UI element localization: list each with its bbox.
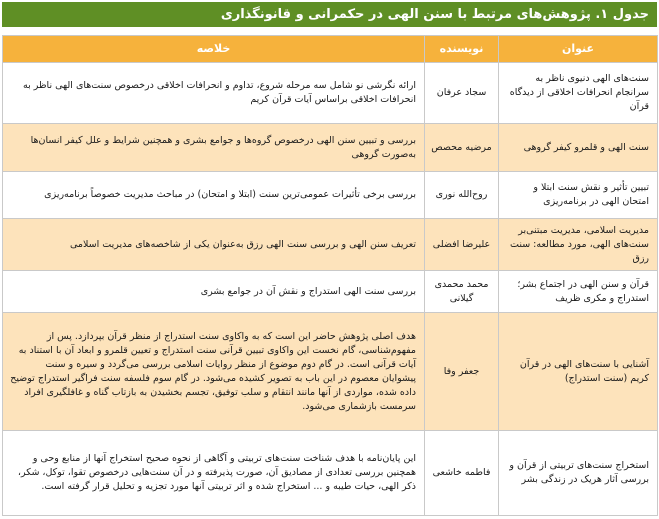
table-row — [3, 271, 658, 313]
cell-author: فاطمه خاشعی — [425, 431, 499, 516]
cell-summary: این پایان‌نامه با هدف شناخت سنت‌های تربیتی و آگاهی از نحوه صحیح استخراج آنها از منابع وحی و همچنین بررسی تعدادی از مصادیق آن، صورت پذیرفته و در آن سنت‌هایی درخصوص تقوا، توکل، شکر، ذکر الهی، حیات طیبه و ... استخراج شده و اثر تربیتی آنها مورد تجزیه و تحلیل قرار گرفته است. — [3, 431, 425, 516]
table-row — [3, 431, 658, 516]
cell-summary: بررسی سنت الهی استدراج و نقش آن در جوامع بشری — [3, 271, 425, 313]
header-author: نویسنده — [425, 36, 499, 63]
cell-author: مرضیه محصص — [425, 124, 499, 172]
cell-topic: سنت‌های الهی دنیوی ناظر به سرانجام انحرافات اخلاقی از دیدگاه قرآن — [499, 63, 658, 124]
cell-topic: سنت الهی و قلمرو کیفر گروهی — [499, 124, 658, 172]
table-row — [3, 172, 658, 219]
cell-author: سجاد عرفان — [425, 63, 499, 124]
cell-topic: استخراج سنت‌های تربیتی از قرآن و بررسی آثار هریک در زندگی بشر — [499, 431, 658, 516]
cell-topic: تبیین تأثیر و نقش سنت ابتلا و امتحان الهی در برنامه‌ریزی — [499, 172, 658, 219]
table-row — [3, 313, 658, 431]
cell-topic: مدیریت اسلامی، مدیریت مبتنی‌بر سنت‌های الهی، مورد مطالعه: سنت رزق — [499, 219, 658, 271]
cell-author: روح‌الله نوری — [425, 172, 499, 219]
cell-author: علیرضا افضلی — [425, 219, 499, 271]
table-row — [3, 63, 658, 124]
header-summary: خلاصه — [3, 36, 425, 63]
table-row — [3, 124, 658, 172]
cell-summary: بررسی و تبیین سنن الهی درخصوص گروه‌ها و جوامع بشری و همچنین شرایط و علل کیفر انسان‌ها به‌صورت گروهی — [3, 124, 425, 172]
cell-summary: هدف اصلی پژوهش حاضر این است که به واکاوی سنت استدراج از منظر قرآن بپردازد. پس از مفهوم‌شناسی، گام نخست این واکاوی تبیین قرآنی سنت استدراج و تعیین قلمرو و ابعاد آن با استناد به آیات قرآنی است. در گام دوم موضوع از منظر روایات اسلامی بررسی می‌گردد و سیره و سنت پیشوایان معصوم در این باب به تصویر کشیده می‌شود. در گام سوم فلسفه سنت فراگیر استدراج توضیح داده شده، مواردی از آنها مانند انتقام و سلب توفیق، تجسم بخشیدن به بازتاب گناه و غافلگیری افراد سرمست بازشماری می‌شود. — [3, 313, 425, 431]
table-caption: جدول ۱. پژوهش‌های مرتبط با سنن الهی در حکمرانی و قانونگذاری — [2, 2, 657, 27]
cell-author: محمد محمدی گیلانی — [425, 271, 499, 313]
cell-topic: قرآن و سنن الهی در اجتماع بشر؛ استدراج و مکری ظریف — [499, 271, 658, 313]
table-header-row — [3, 36, 658, 63]
cell-topic: آشنایی با سنت‌های الهی در قرآن کریم (سنت استدراج) — [499, 313, 658, 431]
header-topic: عنوان — [499, 36, 658, 63]
research-table — [2, 35, 658, 516]
cell-summary: تعریف سنن الهی و بررسی سنت الهی رزق به‌عنوان یکی از شاخصه‌های مدیریت اسلامی — [3, 219, 425, 271]
table-row — [3, 219, 658, 271]
cell-author: جعفر وفا — [425, 313, 499, 431]
cell-summary: ارائه نگرشی نو شامل سه مرحله شروع، تداوم و انحرافات اخلاقی درخصوص سنت‌های الهی ناظر به انحرافات اخلاقی براساس آیات قرآن کریم — [3, 63, 425, 124]
cell-summary: بررسی برخی تأثیرات عمومی‌ترین سنت (ابتلا و امتحان) در مباحث مدیریت خصوصاً برنامه‌ریزی — [3, 172, 425, 219]
